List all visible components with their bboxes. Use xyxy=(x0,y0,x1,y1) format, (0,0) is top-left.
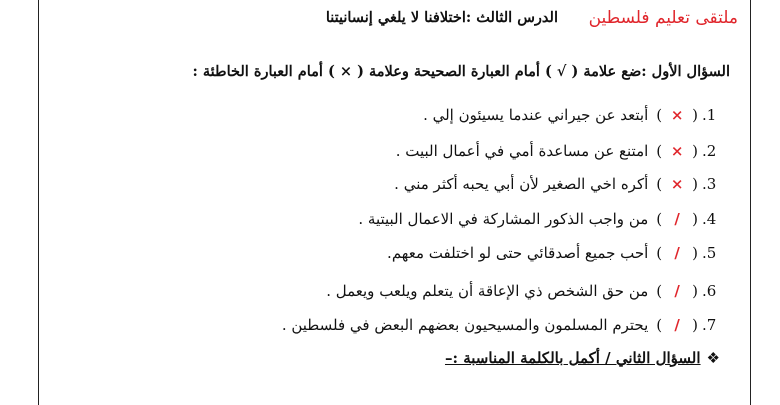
diamond-bullet-icon: ❖ xyxy=(706,349,720,367)
site-name: ملتقى تعليم فلسطين xyxy=(588,8,738,28)
answer-mark: / xyxy=(674,316,680,334)
answer-mark: / xyxy=(674,282,680,300)
item-text: أبتعد عن جيراني عندما يسيئون إلي . xyxy=(423,106,649,124)
answer-mark: × xyxy=(670,175,684,193)
item-text: من واجب الذكور المشاركة في الاعمال البيتية . xyxy=(358,210,649,228)
list-item: 3.(×)أكره اخي الصغير لأن أبي يحبه أكثر مني . xyxy=(394,173,730,195)
answer-mark: × xyxy=(670,142,684,160)
item-text: أكره اخي الصغير لأن أبي يحبه أكثر مني . xyxy=(394,175,649,193)
item-number: 1. xyxy=(702,106,717,124)
list-item: 5.(/)أحب جميع أصدقائي حتى لو اختلفت معهم. xyxy=(387,242,730,264)
item-text: يحترم المسلمون والمسيحيون بعضهم البعض في فلسطين . xyxy=(281,316,649,334)
page-border xyxy=(38,0,751,405)
lesson-title: الدرس الثالث :اختلافنا لا يلغي إنسانيتنا xyxy=(325,9,558,26)
cutoff-text-line xyxy=(60,396,720,405)
list-item: 1.(×)أبتعد عن جيراني عندما يسيئون إلي . xyxy=(423,104,730,126)
item-text: أحب جميع أصدقائي حتى لو اختلفت معهم. xyxy=(387,244,649,262)
list-item: 2.(×)امتنع عن مساعدة أمي في أعمال البيت . xyxy=(396,140,730,162)
item-number: 3. xyxy=(702,175,717,193)
item-number: 4. xyxy=(702,210,717,228)
question2-heading xyxy=(445,349,720,367)
list-item: 7.(/)يحترم المسلمون والمسيحيون بعضهم البعض في فلسطين . xyxy=(282,314,730,336)
item-number: 6. xyxy=(702,282,717,300)
answer-mark: × xyxy=(670,106,684,124)
page-header xyxy=(40,8,748,30)
list-item: 6.(/)من حق الشخص ذي الإعاقة أن يتعلم ويلعب ويعمل . xyxy=(326,280,730,302)
list-item: 4.(/)من واجب الذكور المشاركة في الاعمال البيتية . xyxy=(358,208,730,230)
question1-heading: السؤال الأول :ضع علامة ( √ ) أمام العبارة الصحيحة وعلامة ( × ) أمام العبارة الخاطئة : xyxy=(192,63,730,80)
item-number: 5. xyxy=(702,244,717,262)
item-number: 2. xyxy=(702,142,717,160)
answer-mark: / xyxy=(674,210,680,228)
item-text: امتنع عن مساعدة أمي في أعمال البيت . xyxy=(395,142,649,160)
answer-mark: / xyxy=(674,244,680,262)
item-text: من حق الشخص ذي الإعاقة أن يتعلم ويلعب ويعمل . xyxy=(326,282,649,300)
question2-title: السؤال الثاني / أكمل بالكلمة المناسبة :– xyxy=(444,349,701,367)
item-number: 7. xyxy=(702,316,717,334)
